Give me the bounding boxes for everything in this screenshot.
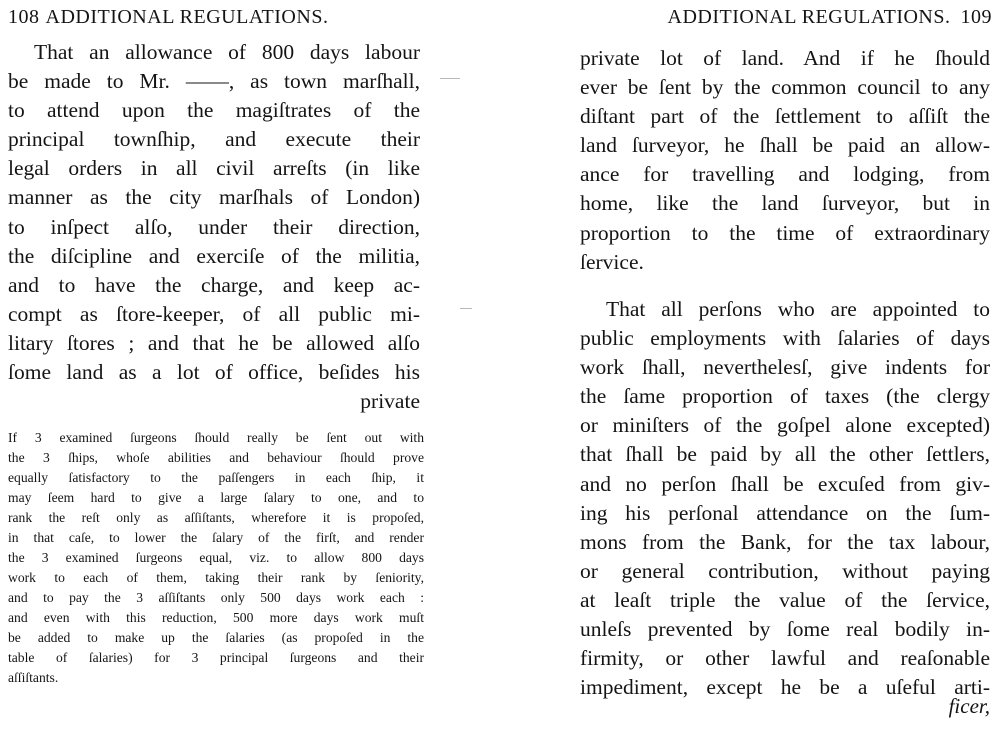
body-line: ever be ſent by the common council to any bbox=[580, 75, 990, 100]
body-line: That all perſons who are appointed to bbox=[606, 297, 990, 321]
footnote-line: equally ſatisfactory to the paſſengers in each ſhip, it bbox=[8, 470, 424, 485]
left-running-head-title: ADDITIONAL REGULATIONS. bbox=[45, 6, 329, 28]
body-line: private bbox=[360, 389, 420, 414]
right-running-head bbox=[668, 6, 992, 29]
body-line: ſome land as a lot of office, beſides his bbox=[8, 360, 420, 385]
catchword: ficer, bbox=[948, 694, 990, 718]
footnote-line: may ſeem hard to give a large ſalary to one, and to bbox=[8, 490, 424, 505]
footnote-line: be added to make up the ſalaries (as propoſed in the bbox=[8, 630, 424, 645]
body-line: and to have the charge, and keep ac- bbox=[8, 272, 420, 297]
body-line: or general contribution, without paying bbox=[580, 558, 990, 583]
footnote-line: work to each of them, taking their rank by ſeniority, bbox=[8, 570, 424, 585]
body-line: legal orders in all civil arreſts (in like bbox=[8, 156, 420, 181]
body-line: that ſhall be paid by all the other ſettlers, bbox=[580, 442, 990, 467]
body-line: unleſs prevented by ſome real bodily in- bbox=[580, 617, 990, 642]
body-line: at leaſt triple the value of the ſervice, bbox=[580, 587, 990, 612]
body-line: ing his perſonal attendance on the ſum- bbox=[580, 500, 990, 525]
left-body-text bbox=[8, 38, 420, 416]
body-line: firmity, or other lawful and reaſonable bbox=[580, 646, 990, 671]
body-line: That an allowance of 800 days labour bbox=[34, 40, 420, 64]
footnote bbox=[8, 428, 424, 688]
footnote-line: and even with this reduction, 500 more days work muſt bbox=[8, 610, 424, 625]
body-line: public employments with ſalaries of days bbox=[580, 326, 990, 351]
footnote-line: rank the reſt only as aſſiſtants, wherefore it is propoſed, bbox=[8, 510, 424, 525]
right-paragraph-1 bbox=[580, 44, 990, 277]
body-line: be made to Mr. ——, as town marſhall, bbox=[8, 69, 420, 94]
body-line: diſtant part of the ſettlement to aſſiſt the bbox=[580, 104, 990, 129]
body-line: work ſhall, neverthelesſ, give indents for bbox=[580, 355, 990, 380]
left-running-head bbox=[8, 6, 328, 29]
footnote-line: in that caſe, to lower the ſalary of the firſt, and render bbox=[8, 530, 424, 545]
body-line: impediment, except he be a uſeful arti- bbox=[580, 675, 990, 700]
right-paragraph-2 bbox=[580, 295, 990, 702]
footnote-line: the 3 examined ſurgeons equal, viz. to allow 800 days bbox=[8, 550, 424, 565]
body-line: and no perſon ſhall be excuſed from giv- bbox=[580, 471, 990, 496]
body-line: the ſame proportion of taxes (the clergy bbox=[580, 384, 990, 409]
body-line: land ſurveyor, he ſhall be paid an allow- bbox=[580, 133, 990, 158]
scan-speck bbox=[460, 308, 472, 309]
body-line: to attend upon the magiſtrates of the bbox=[8, 98, 420, 123]
body-line: private lot of land. And if he ſhould bbox=[580, 46, 990, 70]
footnote-line: the 3 ſhips, whoſe abilities and behaviour ſhould prove bbox=[8, 450, 424, 465]
body-line: to inſpect alſo, under their direction, bbox=[8, 214, 420, 239]
right-page-number: 109 bbox=[960, 6, 992, 28]
body-line: mons from the Bank, for the tax labour, bbox=[580, 529, 990, 554]
body-line: ſervice. bbox=[580, 249, 644, 274]
right-page bbox=[500, 0, 1000, 738]
body-line: principal townſhip, and execute their bbox=[8, 127, 420, 152]
body-line: home, like the land ſurveyor, but in bbox=[580, 191, 990, 216]
body-line: the diſcipline and exerciſe of the militia, bbox=[8, 243, 420, 268]
body-line: compt as ſtore-keeper, of all public mi- bbox=[8, 301, 420, 326]
footnote-line: aſſiſtants. bbox=[8, 670, 59, 685]
left-page-number: 108 bbox=[8, 6, 40, 28]
body-line: manner as the city marſhals of London) bbox=[8, 185, 420, 210]
body-line: litary ſtores ; and that he be allowed alſo bbox=[8, 330, 420, 355]
scan-speck bbox=[440, 78, 460, 79]
footnote-line: If 3 examined ſurgeons ſhould really be ſent out with bbox=[8, 430, 424, 445]
right-running-head-title: ADDITIONAL REGULATIONS. bbox=[667, 6, 951, 28]
body-line: or miniſters of the goſpel alone excepted) bbox=[580, 413, 990, 438]
footnote-line: and to pay the 3 aſſiſtants only 500 days work each : bbox=[8, 590, 424, 605]
body-line: ance for travelling and lodging, from bbox=[580, 162, 990, 187]
body-line: proportion to the time of extraordinary bbox=[580, 220, 990, 245]
footnote-line: table of ſalaries) for 3 principal ſurgeons and their bbox=[8, 650, 424, 665]
